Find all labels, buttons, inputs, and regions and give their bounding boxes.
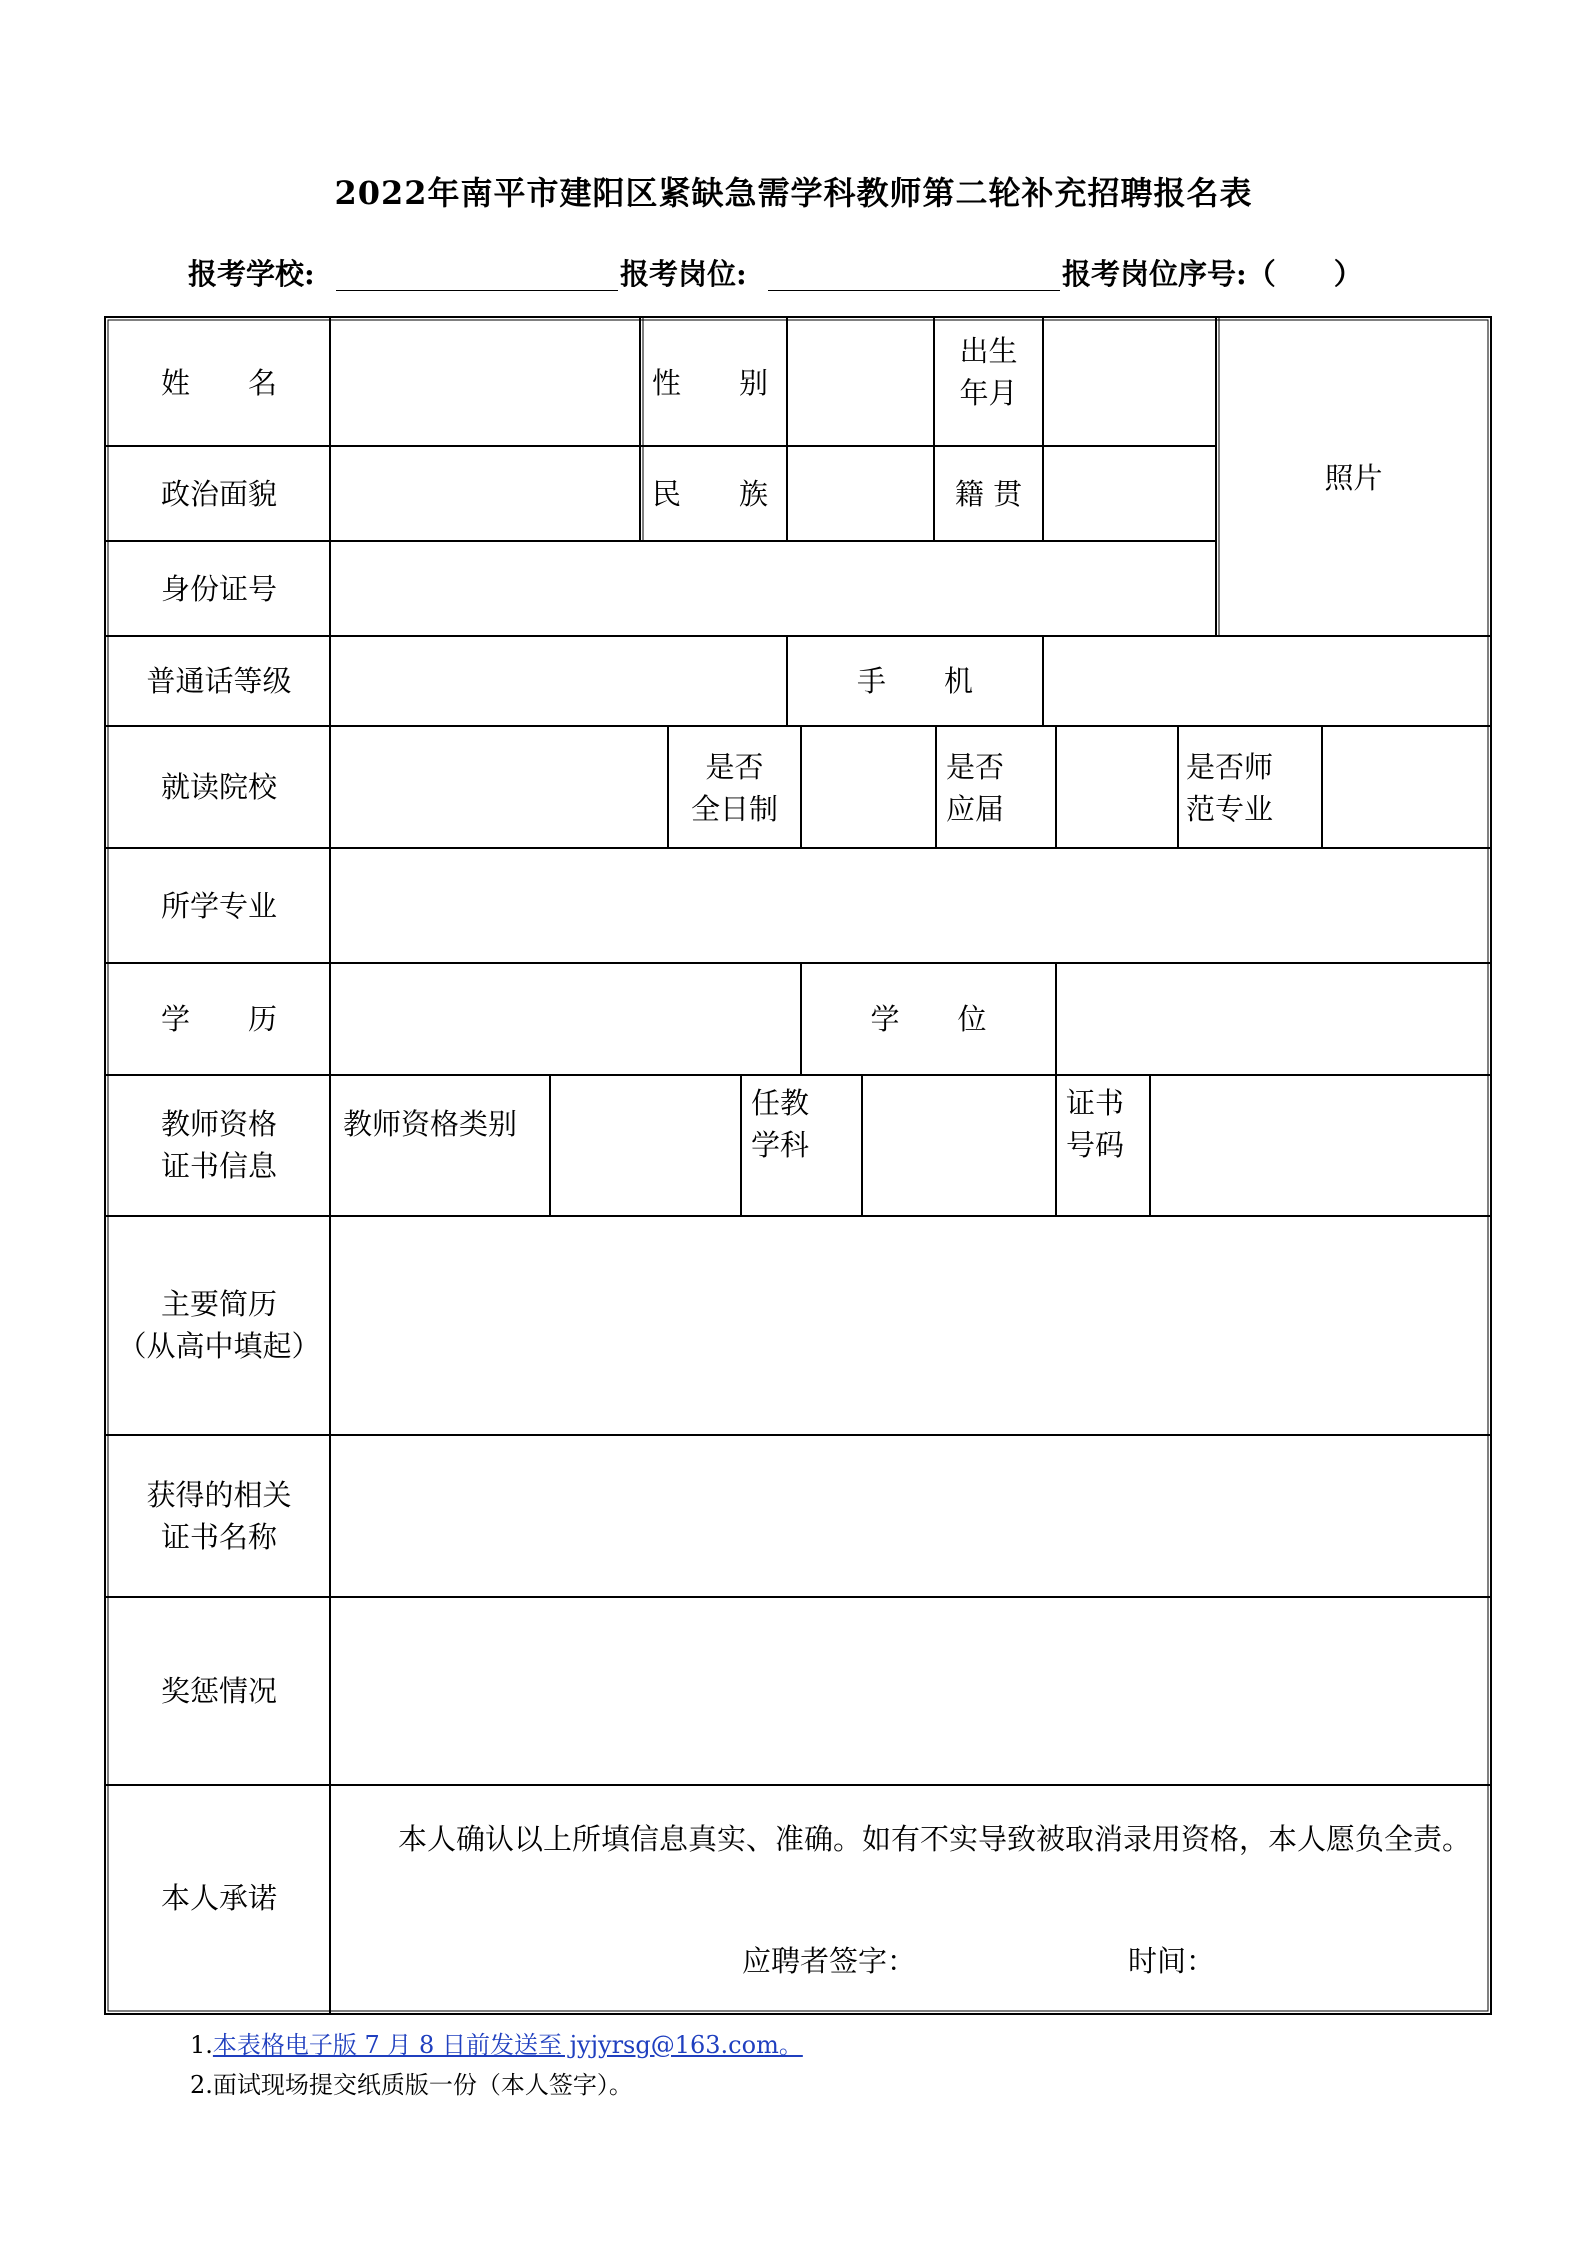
- gender-label: 性 别: [652, 366, 769, 400]
- note-1: [190, 2025, 803, 2060]
- degree-field[interactable]: [1058, 965, 1488, 1073]
- subject-label-line2: 学科: [751, 1128, 810, 1162]
- school-attended-field[interactable]: [332, 728, 666, 846]
- note-1-number: 1.: [190, 2031, 213, 2059]
- education-field[interactable]: [332, 965, 799, 1073]
- resume-label-line1: 主要简历: [160, 1287, 277, 1321]
- awards-field[interactable]: [332, 1599, 1488, 1783]
- cert-number-field[interactable]: [1152, 1077, 1488, 1214]
- awards-label: 奖惩情况: [160, 1674, 277, 1708]
- signature-label: 应聘者签字：: [742, 1944, 917, 1978]
- email-link[interactable]: 本表格电子版 7 月 8 日前发送至 jyjyrsg@163.com。: [212, 2031, 803, 2059]
- post-label: 报考岗位:: [620, 257, 747, 291]
- cert-type-label: 教师资格类别: [343, 1107, 518, 1141]
- teacher-cert-label-line1: 教师资格: [160, 1107, 277, 1141]
- gender-field[interactable]: [789, 319, 932, 444]
- fresh-graduate-field[interactable]: [1058, 728, 1176, 846]
- fulltime-label-line2: 全日制: [690, 792, 778, 826]
- subject-field[interactable]: [864, 1077, 1054, 1214]
- note-2: 2.面试现场提交纸质版一份（本人签字）。: [190, 2071, 633, 2099]
- fulltime-label-line1: 是否: [705, 750, 764, 784]
- id-number-field[interactable]: [332, 543, 1214, 634]
- normal-major-label-line2: 范专业: [1186, 792, 1274, 826]
- birth-label-line1: 出生: [959, 334, 1018, 368]
- education-label: 学 历: [160, 1002, 277, 1036]
- normal-major-label-line1: 是否师: [1186, 750, 1274, 784]
- politics-label: 政治面貌: [160, 476, 277, 511]
- fresh-graduate-label-line2: 应届: [946, 792, 1005, 826]
- cert-type-field[interactable]: [552, 1077, 739, 1214]
- mandarin-label: 普通话等级: [146, 664, 292, 698]
- related-certs-label-line2: 证书名称: [160, 1520, 277, 1554]
- cert-number-label-line2: 号码: [1066, 1128, 1125, 1162]
- mobile-field[interactable]: [1045, 638, 1488, 724]
- ethnicity-label: 民 族: [652, 476, 769, 511]
- related-certs-field[interactable]: [332, 1437, 1488, 1595]
- birth-field[interactable]: [1045, 319, 1214, 444]
- pledge-label: 本人承诺: [160, 1881, 277, 1915]
- native-place-field[interactable]: [1045, 448, 1214, 539]
- id-number-label: 身份证号: [160, 571, 277, 606]
- major-label: 所学专业: [160, 888, 277, 923]
- time-label: 时间：: [1128, 1944, 1216, 1978]
- name-label: 姓 名: [160, 366, 277, 400]
- ethnicity-field[interactable]: [789, 448, 932, 539]
- mobile-label: 手 机: [856, 664, 973, 698]
- politics-field[interactable]: [332, 448, 638, 539]
- major-field[interactable]: [332, 850, 1488, 961]
- time-field[interactable]: [1210, 1940, 1480, 1982]
- mandarin-field[interactable]: [332, 638, 785, 724]
- name-field[interactable]: [332, 319, 638, 444]
- signature-field[interactable]: [930, 1940, 1120, 1982]
- teacher-cert-label-line2: 证书信息: [160, 1149, 277, 1183]
- school-attended-label: 就读院校: [160, 770, 277, 804]
- school-label: 报考学校:: [188, 257, 315, 291]
- resume-field[interactable]: [332, 1218, 1488, 1433]
- birth-label-line2: 年月: [959, 376, 1018, 410]
- fresh-graduate-label-line1: 是否: [946, 750, 1005, 784]
- pledge-text: 本人确认以上所填信息真实、准确。如有不实导致被取消录用资格，本人愿负全责。: [398, 1822, 1472, 1856]
- related-certs-label-line1: 获得的相关: [146, 1478, 292, 1512]
- photo-placeholder[interactable]: 照片: [1324, 461, 1383, 495]
- native-place-label: 籍 贯: [954, 476, 1023, 511]
- subject-label-line1: 任教: [751, 1086, 810, 1120]
- form-title: 2022年南平市建阳区紧缺急需学科教师第二轮补充招聘报名表: [334, 174, 1253, 212]
- cert-number-label-line1: 证书: [1066, 1086, 1125, 1120]
- post-number-label: 报考岗位序号:（ ）: [1062, 257, 1363, 291]
- degree-label: 学 位: [870, 1002, 987, 1036]
- normal-major-field[interactable]: [1324, 728, 1488, 846]
- fulltime-field[interactable]: [803, 728, 934, 846]
- resume-label-line2: （从高中填起）: [117, 1329, 321, 1363]
